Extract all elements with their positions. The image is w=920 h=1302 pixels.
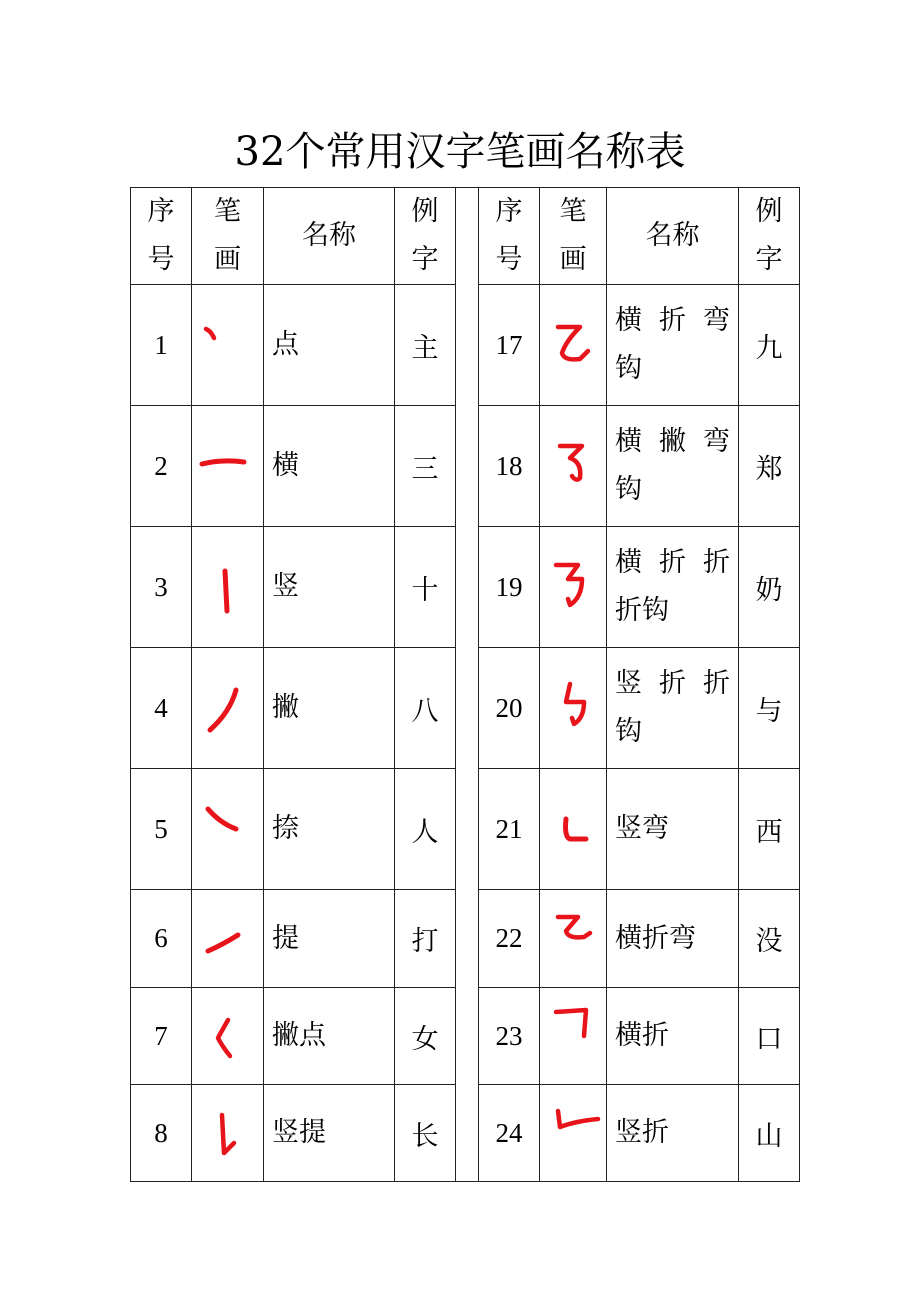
pie-dian-stroke-icon: [192, 996, 260, 1076]
stroke-name: 撇点: [264, 988, 395, 1085]
stroke-number: 22: [479, 890, 540, 988]
stroke-number: 23: [479, 988, 540, 1085]
heng-stroke-icon: [192, 426, 260, 506]
stroke-glyph-cell: [192, 285, 264, 406]
stroke-glyph-cell: [540, 285, 607, 406]
example-character: 九: [739, 285, 800, 406]
stroke-glyph-cell: [540, 1085, 607, 1182]
stroke-glyph-cell: [540, 988, 607, 1085]
stroke-name: 点: [264, 285, 395, 406]
stroke-glyph-cell: [192, 406, 264, 527]
heng-zhe-zhe-zhe-gou-stroke-icon: [540, 547, 608, 627]
example-character: 没: [739, 890, 800, 988]
stroke-glyph-cell: [192, 988, 264, 1085]
stroke-name: 提: [264, 890, 395, 988]
table-header-row: [131, 188, 800, 285]
stroke-glyph-cell: [192, 769, 264, 890]
header-example-right: 例字: [739, 188, 800, 285]
stroke-name: 横折: [607, 988, 739, 1085]
stroke-number: 3: [131, 527, 192, 648]
example-character: 人: [395, 769, 456, 890]
stroke-number: 19: [479, 527, 540, 648]
stroke-number: 17: [479, 285, 540, 406]
header-seq-right: 序号: [479, 188, 540, 285]
stroke-name: 竖折: [607, 1085, 739, 1182]
example-character: 打: [395, 890, 456, 988]
stroke-glyph-cell: [192, 1085, 264, 1182]
header-stroke-left: 笔画: [192, 188, 264, 285]
stroke-name: 捺: [264, 769, 395, 890]
stroke-number: 1: [131, 285, 192, 406]
shu-zhe-stroke-icon: [540, 1093, 608, 1173]
header-name-right: 名称: [607, 188, 739, 285]
heng-pie-wan-gou-stroke-icon: [540, 426, 608, 506]
stroke-name: 横: [264, 406, 395, 527]
stroke-number: 21: [479, 769, 540, 890]
stroke-name: 竖: [264, 527, 395, 648]
stroke-glyph-cell: [540, 406, 607, 527]
na-stroke-icon: [192, 789, 260, 869]
example-character: 十: [395, 527, 456, 648]
stroke-name: 竖提: [264, 1085, 395, 1182]
example-character: 口: [739, 988, 800, 1085]
stroke-name: 竖弯: [607, 769, 739, 890]
column-gap: [456, 188, 479, 1182]
heng-zhe-stroke-icon: [540, 996, 608, 1076]
page-title: 32个常用汉字笔画名称表: [234, 129, 686, 175]
shu-zhe-zhe-gou-stroke-icon: [540, 668, 608, 748]
example-character: 长: [395, 1085, 456, 1182]
stroke-number: 8: [131, 1085, 192, 1182]
stroke-glyph-cell: [540, 890, 607, 988]
stroke-name: 横折弯: [607, 890, 739, 988]
stroke-number: 4: [131, 648, 192, 769]
stroke-number: 2: [131, 406, 192, 527]
stroke-glyph-cell: [540, 769, 607, 890]
shu-wan-stroke-icon: [540, 789, 608, 869]
heng-zhe-wan-gou-stroke-icon: [540, 305, 608, 385]
header-seq-left: 序号: [131, 188, 192, 285]
ti-stroke-icon: [192, 899, 260, 979]
example-character: 奶: [739, 527, 800, 648]
stroke-number: 7: [131, 988, 192, 1085]
example-character: 主: [395, 285, 456, 406]
stroke-number: 18: [479, 406, 540, 527]
example-character: 八: [395, 648, 456, 769]
example-character: 与: [739, 648, 800, 769]
stroke-name: 横 折 折折钩: [607, 527, 739, 648]
shu-ti-stroke-icon: [192, 1093, 260, 1173]
heng-zhe-wan-stroke-icon: [540, 899, 608, 979]
shu-stroke-icon: [192, 547, 260, 627]
stroke-name: 横 撇 弯钩: [607, 406, 739, 527]
example-character: 女: [395, 988, 456, 1085]
example-character: 西: [739, 769, 800, 890]
pie-stroke-icon: [192, 668, 260, 748]
stroke-glyph-cell: [540, 648, 607, 769]
stroke-name: 撇: [264, 648, 395, 769]
example-character: 郑: [739, 406, 800, 527]
example-character: 三: [395, 406, 456, 527]
stroke-name: 竖 折 折钩: [607, 648, 739, 769]
stroke-number: 24: [479, 1085, 540, 1182]
stroke-glyph-cell: [192, 648, 264, 769]
stroke-name: 横 折 弯钩: [607, 285, 739, 406]
stroke-number: 6: [131, 890, 192, 988]
stroke-name-table: [130, 187, 800, 1182]
dian-stroke-icon: [192, 305, 260, 385]
example-character: 山: [739, 1085, 800, 1182]
stroke-glyph-cell: [192, 527, 264, 648]
header-stroke-right: 笔画: [540, 188, 607, 285]
stroke-number: 5: [131, 769, 192, 890]
stroke-number: 20: [479, 648, 540, 769]
stroke-glyph-cell: [192, 890, 264, 988]
header-name-left: 名称: [264, 188, 395, 285]
header-example-left: 例字: [395, 188, 456, 285]
stroke-glyph-cell: [540, 527, 607, 648]
